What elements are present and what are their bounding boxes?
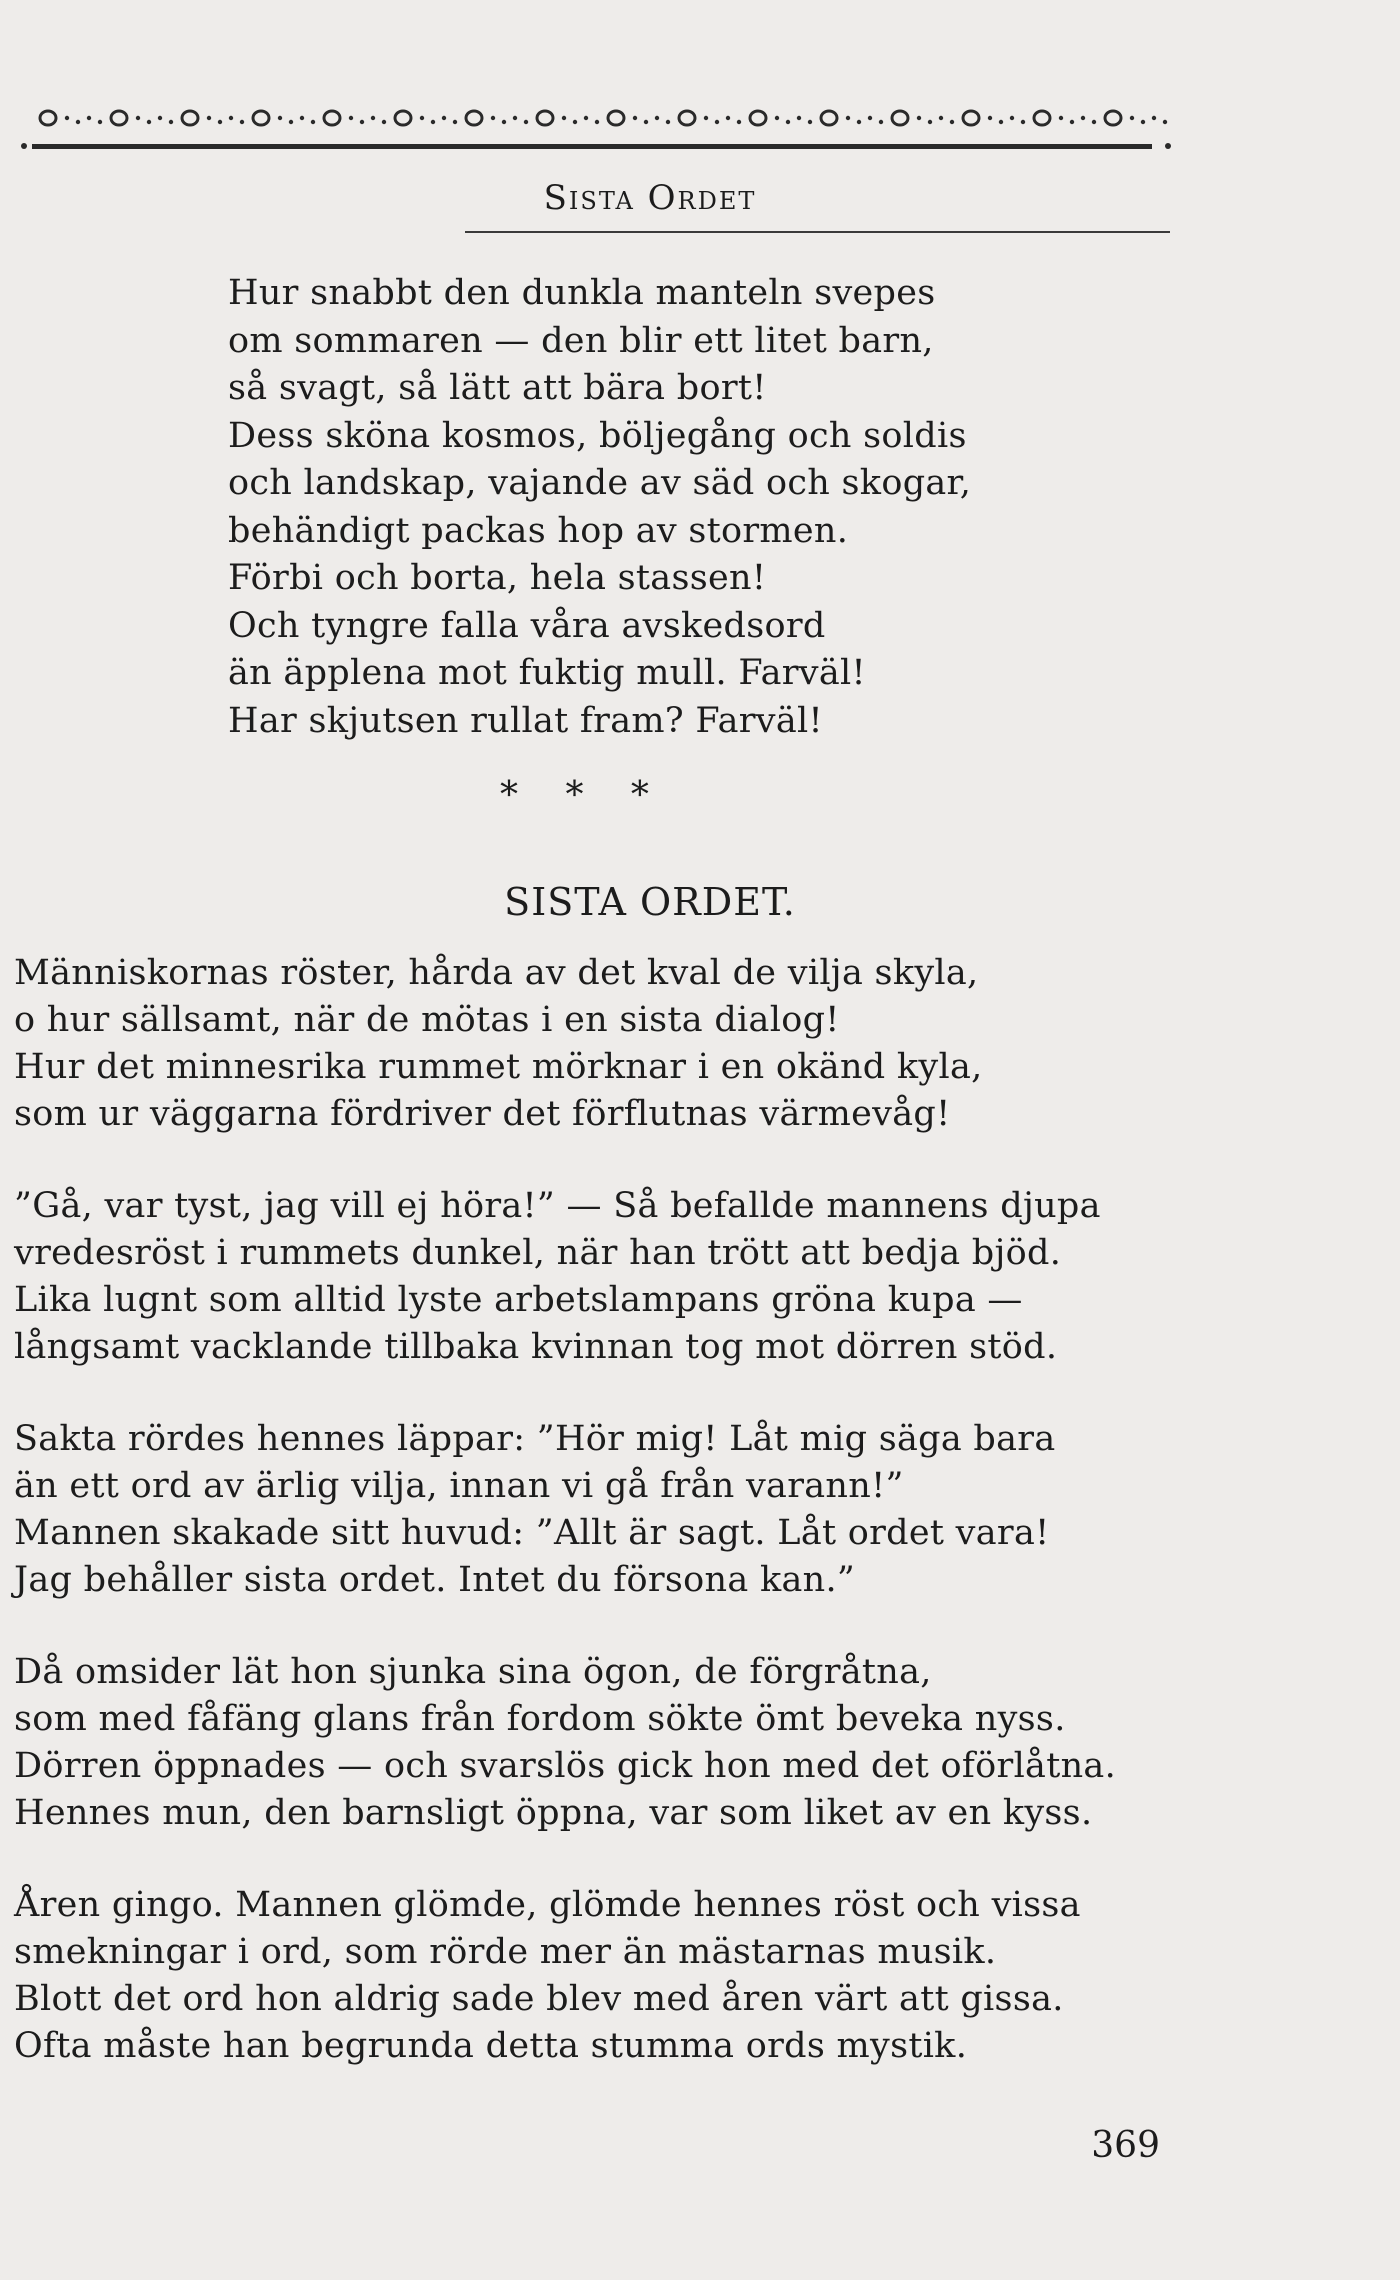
stanza <box>14 1416 1214 1604</box>
header-rule <box>465 231 1170 233</box>
running-head: Sista Ordet <box>543 178 757 218</box>
verse-line: än äpplena mot fuktig mull. Farväl! <box>228 653 866 693</box>
page-number: 369 <box>1091 2125 1160 2166</box>
second-poem <box>14 950 1214 2115</box>
verse-line: Åren gingo. Mannen glömde, glömde hennes röst och vissa <box>14 1885 1081 1925</box>
verse-line: Människornas röster, hårda av det kval de vilja skyla, <box>14 953 979 993</box>
ornamental-header-border <box>18 100 1178 156</box>
verse-line: Mannen skakade sitt huvud: ”Allt är sagt. Låt ordet vara! <box>14 1513 1050 1553</box>
stanza <box>14 950 1214 1138</box>
verse-line: Blott det ord hon aldrig sade blev med åren värt att gissa. <box>14 1979 1064 2019</box>
verse-line: som med fåfäng glans från fordom sökte ömt beveka nyss. <box>14 1699 1066 1739</box>
verse-line: Lika lugnt som alltid lyste arbetslampans gröna kupa — <box>14 1280 1023 1320</box>
verse-line: Och tyngre falla våra avskedsord <box>228 605 826 646</box>
verse-line: så svagt, så lätt att bära bort! <box>228 368 767 408</box>
verse-line: som ur väggarna fördriver det förflutnas värmevåg! <box>14 1094 951 1134</box>
stanza <box>14 1183 1214 1371</box>
stanza <box>14 1649 1214 1837</box>
verse-line: och landskap, vajande av säd och skogar, <box>228 463 972 503</box>
verse-line: behändigt packas hop av stormen. <box>228 510 849 551</box>
verse-line: om sommaren — den blir ett litet barn, <box>228 320 934 361</box>
first-poem <box>228 270 1228 745</box>
stanza <box>14 1882 1214 2070</box>
verse-line: Förbi och borta, hela stassen! <box>228 558 767 598</box>
verse-line: ”Gå, var tyst, jag vill ej höra!” — Så befallde mannens djupa <box>14 1186 1101 1226</box>
verse-line: Ofta måste han begrunda detta stumma ords mystik. <box>14 2026 968 2066</box>
poem-title: SISTA ORDET. <box>504 880 796 924</box>
verse-line: Dess sköna kosmos, böljegång och soldis <box>228 415 967 456</box>
section-separator: * * * <box>500 775 649 816</box>
verse-line: än ett ord av ärlig vilja, innan vi gå från varann!” <box>14 1466 904 1506</box>
verse-line: Dörren öppnades — och svarslös gick hon med det oförlåtna. <box>14 1746 1117 1786</box>
verse-line: o hur sällsamt, när de mötas i en sista dialog! <box>14 1000 840 1040</box>
verse-line: Då omsider lät hon sjunka sina ögon, de förgråtna, <box>14 1652 932 1692</box>
verse-line: Jag behåller sista ordet. Intet du försona kan.” <box>14 1560 856 1600</box>
verse-line: Har skjutsen rullat fram? Farväl! <box>228 700 823 741</box>
verse-line: Hur snabbt den dunkla manteln svepes <box>228 273 936 313</box>
verse-line: Sakta rördes hennes läppar: ”Hör mig! Låt mig säga bara <box>14 1419 1056 1459</box>
verse-line: långsamt vacklande tillbaka kvinnan tog mot dörren stöd. <box>14 1327 1058 1367</box>
verse-line: smekningar i ord, som rörde mer än mästarnas musik. <box>14 1932 997 1972</box>
verse-line: Hennes mun, den barnsligt öppna, var som liket av en kyss. <box>14 1793 1093 1833</box>
verse-line: Hur det minnesrika rummet mörknar i en okänd kyla, <box>14 1047 983 1087</box>
verse-line: vredesröst i rummets dunkel, när han trött att bedja bjöd. <box>14 1233 1062 1273</box>
